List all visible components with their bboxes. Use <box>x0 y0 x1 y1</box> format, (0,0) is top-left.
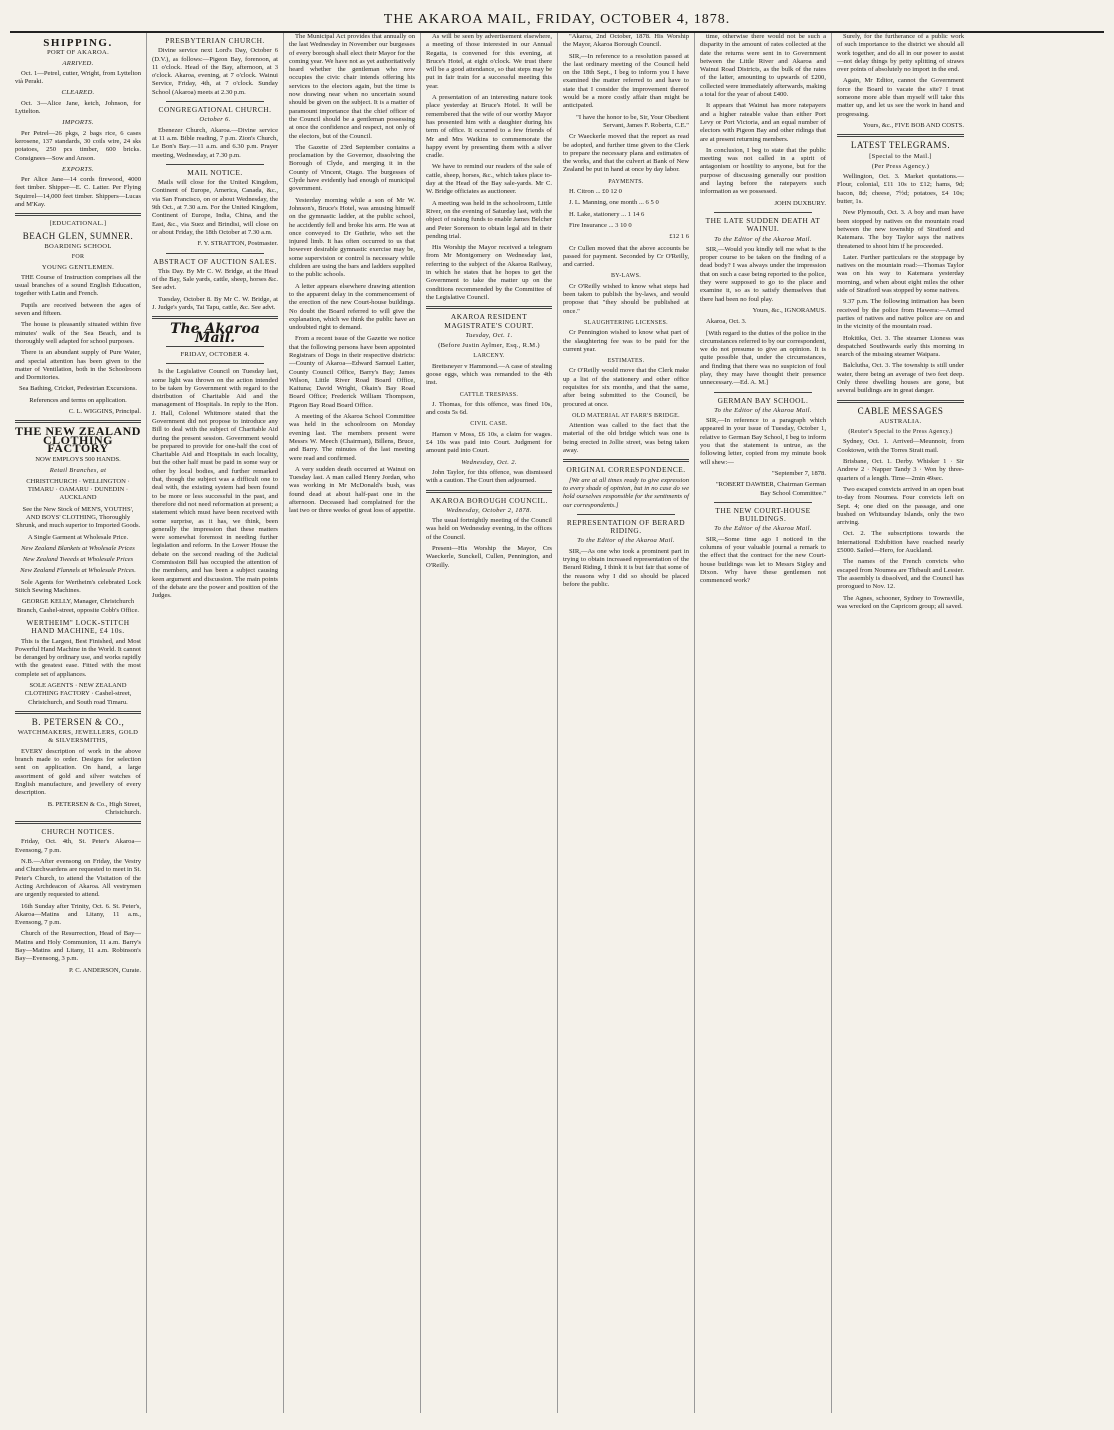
german-bay-signature: "ROBERT DAWBER, Chairman German Bay School Committee." <box>715 481 826 497</box>
court-para-4: John Taylor, for this offence, was dismissed with a caution. The Court then adjourned. <box>426 468 552 485</box>
divider <box>166 346 264 347</box>
payments-label: PAYMENTS. <box>608 178 644 185</box>
petersen-heading: B. PETERSEN & CO., <box>31 716 125 727</box>
exports-text: Per Alice Jane—14 cords firewood, 4000 feet timber. Shipper—E. C. Latter. Per Flying Squirrel—14,000 feet timber. Shippers—Lucas and M'Kay. <box>15 176 141 209</box>
letter-para-2: It appears that Wainui has more ratepayers and a higher rateable value than either Port Levy or Port Victoria, and an equal number of electors with Pigeon Bay and other ridings that are at present returning members. <box>700 102 826 143</box>
telegrams-heading: LATEST TELEGRAMS. <box>850 140 951 151</box>
educational-label: [EDUCATIONAL.] <box>49 220 107 228</box>
petersen-para: EVERY description of work in the above branch made to order. Designs for selection sent on application. On hand, a large assortment of gold and silver watches of English manufacture, and jewellery of every description. <box>15 747 141 797</box>
church-para-2: N.B.—After evensong on Friday, the Vestry and Churchwardens are requested to meet in St. Peter's Church, to attend the Visitation of the Acting Archdeacon of Akaroa. All vestrymen are urgently requested to attend. <box>15 858 141 899</box>
church-para-4: Church of the Resurrection, Head of Bay—Matins and Holy Communion, 11 a.m. Barry's Bay—Matins and Litany, 11 a.m. Robinson's Bay—Evensong, 3 p.m. <box>15 930 141 963</box>
death-heading: THE LATE SUDDEN DEATH AT WAINUI. <box>705 215 821 234</box>
divider <box>15 711 141 714</box>
news-para-4: A meeting was held in the schoolroom, Little River, on the evening of Saturday last, with the object of raising funds to enable James Belcher and Peter Sorenson to obtain legal aid in their pending trial. <box>426 199 552 240</box>
young-label: YOUNG GENTLEMEN. <box>41 263 115 271</box>
divider <box>563 459 689 462</box>
presbyterian-para: Divine service next Lord's Day, October 6 (D.V.), as follows:—Pigeon Bay, forenoon, at 11 o'clock. Head of the Bay, afternoon, at 3 o'clock. Akaroa, evening, at 7 o'clock. Wainui Service, Friday, 4th, at 7 o'clock. Sunday School (Akaroa) meets at 2.30 p.m. <box>152 47 278 96</box>
correspondence-note: [We are at all times ready to give expression to every shade of opinion, but in no case do we hold ourselves responsible for the sentiments of our correspondents.] <box>563 476 689 509</box>
payment-total: £12 1 6 <box>669 233 689 241</box>
court-civil-label: CIVIL CASE. <box>470 421 508 428</box>
cable-para-2: Brisbane, Oct. 1. Derby. Whisker 1 · Sir Andrew 2 · Napper Tandy 3 · Won by three-quarters of a length. Time—2min 49sec. <box>837 458 964 482</box>
slaughter-label: SLAUGHTERING LICENSES. <box>584 319 668 326</box>
telegram-para-5: Hokitika, Oct. 3. The steamer Lioness was despatched Southwards early this morning in search of the missing steamer Waipara. <box>837 334 964 359</box>
payments-motion: Cr Cullen moved that the above accounts be passed for payment. Seconded by Cr O'Reilly, and carried. <box>563 244 689 269</box>
clothing-para-6: New Zealand Flannels at Wholesale Prices. <box>20 567 136 575</box>
divider <box>15 420 141 423</box>
letter-para-1: time, otherwise there would not be such a disparity in the amount of rates collected at the date the returns were sent in to Government between the Little River and Akaroa and Wainui Road Districts, as the bulk of the rates of the latter, amounting to upwards of £200, collected were immediately afterwards, making a total for the year of about £400. <box>700 33 826 99</box>
school-para-1: THE Course of Instruction comprises all the usual branches of a sound English Education, together with Latin and French. <box>15 273 141 298</box>
bylaws-label: BY-LAWS. <box>610 273 642 280</box>
letter-para-1: Surely, for the furtherance of a public work of such importance to the district we should all work together, and do all in our power to assist—not delay things by petty splitting of straws over points of absolutely no import in the end. <box>837 33 964 74</box>
telegrams-special: [Special to the Mail.] <box>869 152 932 160</box>
divider <box>166 363 264 364</box>
paper-date: FRIDAY, OCTOBER 4. <box>180 350 250 358</box>
petersen-signature: B. PETERSEN & Co., High Street, Christchurch. <box>47 800 141 816</box>
court-house-to: To the Editor of the Akaroa Mail. <box>714 525 812 533</box>
sole-agents: SOLE AGENTS · NEW ZEALAND CLOTHING FACTORY · Cashel-street, Christchurch, and South road Timaru. <box>24 682 132 706</box>
petersen-subheading: WATCHMAKERS, JEWELLERS, GOLD & SILVERSMITHS, <box>17 729 139 745</box>
boarding-label: BOARDING SCHOOL <box>44 242 112 250</box>
letter-signature: JOHN DUXBURY. <box>774 199 826 207</box>
news-para-5: His Worship the Mayor received a telegram from Mr Montgomery on Wednesday last, referring to the subject of the Akaroa Railway, in which he states that he hopes to get the Government to take the matter up on the conditions recommended by the Committee of the Legislative Council. <box>426 244 552 301</box>
news-para-5: From a recent issue of the Gazette we notice that the following persons have been appointed Registrars of Dogs in their respective districts:—County of Akaroa—Edward Samuel Latter, County Council Office, Barry's Bay; James Wilson, Little River Road Board Office, Kaituna; David Wright, Okain's Bay Road Board Office; Frederick William Thompson, Pigeon Bay Road Board Office. <box>289 335 415 409</box>
court-before: (Before Justin Aylmer, Esq., R.M.) <box>438 342 540 350</box>
column-7 <box>832 33 969 1413</box>
school-para-2: Pupils are received between the ages of seven and fifteen. <box>15 301 141 318</box>
divider <box>426 306 552 309</box>
news-para-2: The Gazette of 23rd September contains a proclamation by the Governor, dissolving the Borough of Clyde, and merging it in the County of Vincent, Otago. The burgesses of Clyde have evidently had enough of municipal government. <box>289 143 415 193</box>
news-para-3: We have to remind our readers of the sale of cattle, sheep, horses, &c., which takes place to-day at the Head of the Bay sale-yards. Mr C. W. Bridge officiates as auctioneer. <box>426 163 552 196</box>
borough-heading: AKAROA BOROUGH COUNCIL. <box>430 495 548 505</box>
school-para-4: There is an abundant supply of Pure Water, and special attention has been given to the matter of Ventilation, both in the Schoolroom and Dormitories. <box>15 349 141 382</box>
paper-title: The Akaroa Mail. <box>170 321 260 346</box>
divider <box>166 164 264 165</box>
presbyterian-heading: PRESBYTERIAN CHURCH. <box>165 36 265 45</box>
congregational-heading: CONGREGATIONAL CHURCH. <box>158 105 272 115</box>
divider <box>714 212 812 213</box>
school-para-6: References and terms on application. <box>29 396 127 404</box>
shipping-heading: SHIPPING. <box>43 37 113 49</box>
court-house-heading: THE NEW COURT-HOUSE BUILDINGS. <box>715 505 811 524</box>
correspondence-heading: ORIGINAL CORRESPONDENCE. <box>566 465 686 475</box>
congregational-para: Ebenezer Church, Akaroa.—Divine service at 11 a.m. Bible reading, 7 p.m. Zion's Church, Le Bon's Bay.—11 a.m. and 6.30 p.m. Prayer meeting, Wednesday, at 7.30 p.m. <box>152 126 278 159</box>
motion-para: Cr Waeckerle moved that the report as read be adopted, and further time given to the Clerk to prepare the necessary plans and estimates of the works, and that the culvert at Bank of New Zealand be put in hand at once by day labor. <box>563 133 689 174</box>
court-para-2: J. Thomas, for this offence, was fined 10s, and costs 5s 6d. <box>426 400 552 417</box>
cleared-label: CLEARED. <box>61 89 95 97</box>
mail-notice-heading: MAIL NOTICE. <box>187 167 243 177</box>
divider <box>426 490 552 493</box>
divider <box>837 134 964 137</box>
death-para: SIR,—Would you kindly tell me what is the proper course to be taken on the finding of a dead body? I was always under the impression that on such a case being reported to the police, they were supposed to go to the place and examine it, so as to satisfy themselves that there had been no foul play. <box>700 245 826 303</box>
column-1 <box>10 33 147 1413</box>
cable-para-4: Oct. 2. The subscriptions towards the International Exhibition have reached nearly £5000. Sailed—Hero, for Auckland. <box>837 530 964 555</box>
mail-notice-signature: F. Y. STRATTON, Postmaster. <box>197 240 278 248</box>
cable-para-3: Two escaped convicts arrived in an open boat to-day from Noumea. Four convicts left on Sept. 4; one died on the passage, and one bushed on Whitsunday Islands, only the two arriving. <box>837 485 964 527</box>
school-para-3: The house is pleasantly situated within five minutes' walk of the Sea Beach, and is thoroughly well adapted for school purposes. <box>15 321 141 345</box>
for-label: FOR <box>71 254 85 261</box>
german-bay-to: To the Editor of the Akaroa Mail. <box>714 406 812 414</box>
clothing-heading: THE NEW ZEALAND CLOTHING FACTORY <box>15 424 141 455</box>
letter-para-3: In conclusion, I beg to state that the public meeting was not called in a spirit of antagonism or hostility to anyone, but for the purpose of discussing generally our position and laying before the ratepayers such information as we possessed. <box>700 146 826 196</box>
auction-para-1: This Day. By Mr C. W. Bridge, at the Head of the Bay, Sale yards, cattle, sheep, horses &c. See advt. <box>152 267 278 292</box>
old-material-para: Attention was called to the fact that the material of the old bridge which was one is being erected in Jollie street, was being taken away. <box>563 422 689 455</box>
berard-to: To the Editor of the Akaroa Mail. <box>577 537 675 545</box>
cable-subheading: AUSTRALIA. <box>879 417 922 425</box>
berard-heading: REPRESENTATION OF BERARD RIDING. <box>566 517 686 536</box>
cable-heading: CABLE MESSAGES <box>857 405 944 416</box>
cable-note: (Reuter's Special to the Press Agency.) <box>848 429 953 436</box>
telegrams-agency: (Per Press Agency.) <box>871 162 930 170</box>
branches-list: CHRISTCHURCH · WELLINGTON · TIMARU · OAMARU · DUNEDIN · AUCKLAND <box>26 477 130 502</box>
column-3 <box>284 33 421 1413</box>
congregational-date: October 6. <box>199 116 231 124</box>
news-para-4: A letter appears elsewhere drawing attention to the apparent delay in the commencement of the erection of the new Court-house buildings. No doubt the Board referred to will give the explanation, which we think the public have an undoubted right to demand. <box>289 282 415 332</box>
clothing-para-5: New Zealand Tweeds at Wholesale Prices <box>22 556 134 564</box>
imports-label: IMPORTS. <box>62 119 94 127</box>
cable-para-1: Sydney, Oct. 1. Arrived—Meunnoir, from Cooktown, with the Torres Strait mail. <box>837 438 964 454</box>
telegram-para-3: Later. Further particulars re the stoppage by natives on the mountain road:—Thomas Taylor was on his way to Katemara yesterday morning, and when about eight miles the other side of Stratford was stopped by some natives. <box>837 253 964 295</box>
slaughter-para: Cr Pennington wished to know what part of the slaughtering fee was to be paid for the current year. <box>563 329 689 353</box>
death-signature: Yours, &c., IGNORAMUS. <box>752 306 826 314</box>
port-label: PORT OF AKAROA. <box>46 49 110 57</box>
letter-para-1: "Akaroa, 2nd October, 1878. His Worship the Mayor, Akaroa Borough Council. <box>563 33 689 49</box>
telegram-para-2: New Plymouth, Oct. 3. A boy and man have been stopped by natives on the mountain road between the new township of Stratford and Katemara. The boy Taylor says the natives threatened to shoot him if he proceeded. <box>837 209 964 250</box>
news-para-3: Yesterday morning while a son of Mr W. Johnson's, Bruce's Hotel, was amusing himself on the gymnastic ladder, at the public school, he accidently fell and broke his arm. He was at once conveyed to Dr Guthrie, who set the injured limb. It has often occurred to us that however desirable gymnastic exercise may be, some supervision or control is necessary while children are using the bars and ladders supplied to the public schools. <box>289 196 415 279</box>
auction-para-2: Tuesday, October 8. By Mr C. W. Bridge, at J. Judge's yards, Tai Tapu, cattle, &c. See advt. <box>152 295 278 312</box>
court-house-para: SIR,—Some time ago I noticed in the columns of your valuable journal a remark to the effect that the contract for the new Court-house buildings was let to Messrs Sigley and Dixon. Why have these gentlemen not commenced work? <box>700 535 826 585</box>
payment-row: H. Citron ... £0 12 0 <box>569 188 622 196</box>
court-cattle-label: CATTLE TRESPASS. <box>459 391 519 398</box>
german-bay-date: "September 7, 1878. <box>772 469 826 477</box>
death-to: To the Editor of the Akaroa Mail. <box>714 235 812 243</box>
clothing-para-3: A Single Garment at Wholesale Price. <box>27 533 129 541</box>
cable-para-5: The names of the French convicts who escaped from Noumea are Thibault and Lessier. The assembly is dissolved, and the Council has prorogued to Nov. 12. <box>837 558 964 591</box>
telegram-para-4: 9.37 p.m. The following intimation has been received by the police from Hawera:—Armed parties of natives and native police are on and in the vicinity of the mountain road. <box>837 298 964 331</box>
church-para-3: 16th Sunday after Trinity, Oct. 6. St. Peter's, Akaroa—Matins and Litany, 11 a.m., Evensong, 7 p.m. <box>15 902 141 927</box>
news-para-1: As will be seen by advertisement elsewhere, a meeting of those interested in our Annual Regatta, is convened for this evening, at Bruce's Hotel, at eight o'clock. We trust there will be a good attendance, so that steps may be put in fair train for a successful meeting this year. <box>426 33 552 90</box>
court-heading: AKAROA RESIDENT MAGISTRATE'S COURT. <box>444 312 534 330</box>
estimates-para: Cr O'Reilly would move that the Clerk make up a list of the stationery and other office requisites for six months, and that the same, after being submitted to the Council, be procured at once. <box>563 367 689 408</box>
estimates-label: ESTIMATES. <box>607 358 645 365</box>
column-4 <box>421 33 558 1413</box>
letter-para-2: Again, Mr Editor, cannot the Government force the Board to vacate the site? I trust someone more able than myself will take this matter up, and let us see the work in hand and progressing. <box>837 77 964 118</box>
divider <box>577 514 675 515</box>
court-date-2: Wednesday, Oct. 2. <box>461 458 517 466</box>
divider <box>15 213 141 216</box>
column-2 <box>147 33 284 1413</box>
court-para-1: Brettsneyer v Hammond.—A case of stealing goose eggs, which was remanded to the 4th inst. <box>426 362 552 387</box>
divider <box>166 101 264 102</box>
letter-signature: Yours, &c., FIVE BOB AND COSTS. <box>862 121 964 129</box>
bylaws-para: Cr O'Reilly wished to know what steps had been taken to publish the by-laws, and would propose that "they should be published at once." <box>563 282 689 315</box>
school-para-5: Sea Bathing, Cricket, Pedestrian Excursions. <box>18 385 138 393</box>
letter-para-2: SIR,—In reference to a resolution passed at the last ordinary meeting of the Council held on the 18th Sept., I beg to inform you I have examined the matter referred to and have to state that I consider the improvement thereof would be a more costly affair than might be anticipated. <box>563 52 689 110</box>
auction-heading: ABSTRACT OF AUCTION SALES. <box>153 256 277 266</box>
mail-notice-para: Mails will close for the United Kingdom, Continent of Europe, America, Canada, &c., via San Francisco, on or about Wednesday, the 9th Oct., at 7.30 a.m. For the United Kingdom, Continent of Europe, India, China, and the East, &c., via Suez and Brindisi, will close on or about Friday, the 18th October at 7.30 a.m. <box>152 179 278 236</box>
news-para-1: The Municipal Act provides that annually on the last Wednesday in November our burgesses of every borough shall elect their Mayor for the coming year. We have not as yet authoritatively heard whether the gentleman who now occupies the civic chair intends offering his services to the electors again, but the time is now drawing near when no uncertain sound should be given on the subject. It is a matter of paramount importance that the chief officer of the Council should be a gentleman possessing at once the confidence and respect, not only of the electors, but of the Council. <box>289 33 415 140</box>
church-para-1: Friday, Oct. 4th, St. Peter's Akaroa—Evensong, 7 p.m. <box>15 838 141 854</box>
old-material-label: OLD MATERIAL AT FARR'S BRIDGE. <box>572 412 680 419</box>
branches-label: Retail Branches, at <box>49 467 107 475</box>
editorial-text: Is the Legislative Council on Tuesday last, some light was thrown on the action intended to be taken by Government with regard to the distribution of Charitable Aid and the management of Hospitals. In reply to the Hon. J. Hall, Colonel Whitmore stated that the Government did not propose to introduce any Bill to deal with the subject of Charitable Aid during the present session. Government would be prepared to provide for one-half the cost of Charitable Aid and Hospitals in each locality, but the other half must be paid in some way or other by local bodies, and further remarked that, though the subject was a difficult one to deal with, the existing system had been found to be more or less successful in the past, and therefore did not need reformation at present; a statement which must have been received with some surprise, as it has, we think, been generally the impression that these matters were somewhat foremost in needing further legislation and reform. In the Lower House the debate on the second reading of the Judicial Commission Bill has occupied the attention of the members, and has been a subject causing keen argument and discussion. The main points of the debate are the power and position of the Judges. <box>152 368 278 600</box>
telegram-para-1: Wellington, Oct. 3. Market quotations.—Flour, colonial, £11 10s to £12; hams, 9d; bacon, 8d; cheese, 7½d; potatoes, £4 10s; butter, 1s. <box>837 173 964 206</box>
imports-text: Per Petrel—26 pkgs, 2 bags rice, 6 cases kerosene, 137 standards, 30 coils wire, 24 sks potatoes, 250 pcs timber, 600 bricks. Consignees—Sow and Anson. <box>15 129 141 162</box>
court-para-3: Hamon v Moss, £6 10s, a claim for wages. £4 10s was paid into Court. Judgment for amount paid into Court. <box>426 430 552 455</box>
clothing-signature: GEORGE KELLY, Manager, Christchurch Branch, Cashel-street, opposite Cobb's Office. <box>16 598 140 614</box>
masthead <box>10 6 1104 33</box>
borough-para-2: Present—His Worship the Mayor, Crs Waeckerle, Sunckell, Cullen, Pennington, and O'Reilly. <box>426 545 552 569</box>
payment-row: H. Lake, stationery ... 1 14 6 <box>569 210 645 218</box>
cleared-text: Oct. 3—Alice Jane, ketch, Johnson, for Lyttelton. <box>15 99 141 116</box>
cable-para-6: The Agnes, schooner, Sydney to Townsville, was wrecked on the Capricorn group; all saved. <box>837 594 964 610</box>
columns <box>10 33 1104 1413</box>
german-bay-para: SIR,—In reference to a paragraph which appeared in your issue of Tuesday, October 1, relative to German Bay School, I beg to inform you that the statement is untrue, as the following letter, copied from my minute book will shew:— <box>700 417 826 466</box>
arrived-label: ARRIVED. <box>62 59 94 67</box>
borough-date: Wednesday, October 2, 1878. <box>446 506 532 514</box>
school-name: BEACH GLEN, SUMNER. <box>22 230 134 241</box>
telegram-para-6: Balclutha, Oct. 3. The township is still under water, there being an average of two feet deep. Only three dwelling houses are gone, but several buildings are in great danger. <box>837 362 964 395</box>
payment-row: Fire Insurance ... 3 10 0 <box>569 221 632 229</box>
clothing-para-7: Sole Agents for Wertheim's celebrated Lock Stitch Sewing Machines. <box>15 578 141 595</box>
masthead-title: THE AKAROA MAIL, FRIDAY, OCTOBER 4, 1878. <box>383 12 731 27</box>
wertheim-para: This is the Largest, Best Finished, and Most Powerful Hand Machine in the World. It cannot be deranged by ordinary use, and works rapidly with the greatest ease. Fitted with the most complete set of appliances. <box>15 637 141 678</box>
berard-para: SIR,—As one who took a prominent part in trying to obtain increased representation of the Berard Riding, I think it is but fair that some of the reasons why I did so should be placed before the public. <box>563 547 689 588</box>
borough-para-1: The usual fortnightly meeting of the Council was held on Wednesday evening, in the offices of the Council. <box>426 517 552 541</box>
divider <box>15 821 141 824</box>
divider <box>714 502 812 503</box>
exports-label: EXPORTS. <box>62 165 94 173</box>
clothing-para-4: New Zealand Blankets at Wholesale Prices <box>21 544 135 552</box>
court-larceny-label: LARCENY. <box>473 353 505 360</box>
news-para-6: A meeting of the Akaroa School Committee was held in the schoolroom on Monday evening last. The members present were Messrs W. Meech (Chairman), Billens, Bruce, and Barry. The minutes of the last meeting were read and confirmed. <box>289 413 415 462</box>
court-date-1: Tuesday, Oct. 1. <box>465 331 513 339</box>
arrived-text: Oct. 1—Petrel, cutter, Wright, from Lyttelton vià Peraki. <box>15 69 141 86</box>
divider <box>152 316 278 319</box>
news-para-2: A presentation of an interesting nature took place yesterday at Bruce's Hotel. It will be remembered that the wife of our worthy Mayor has presented him with a daughter during his term of office. It occurred to a few friends of Mr and Mrs Watkins to commemorate the happy event by presenting them with a silver cradle. <box>426 94 552 160</box>
death-note: [With regard to the duties of the police in the circumstances referred to by our correspondent, we do not presume to give an opinion. It is quite possible that, under the circumstances, and finding that there was no suspicion of foul play, they may have thought their presence unnecessary.—Ed. A. M.] <box>700 329 826 387</box>
divider <box>837 400 964 403</box>
church-heading: CHURCH NOTICES. <box>41 827 115 837</box>
church-signature: P. C. ANDERSON, Curate. <box>69 966 141 974</box>
school-signature: C. L. WIGGINS, Principal. <box>68 407 141 415</box>
german-bay-heading: GERMAN BAY SCHOOL. <box>717 395 809 405</box>
letter-signature: "I have the honor to be, Sir, Your Obedient Servant, James F. Roberts, C.E." <box>576 113 689 129</box>
payment-row: J. L. Manning, one month ... 6 5 0 <box>569 199 659 207</box>
death-place: Akaroa, Oct. 3. <box>706 318 747 326</box>
column-5 <box>558 33 695 1413</box>
wertheim-heading: WERTHEIM" LOCK-STITCH HAND MACHINE, £4 10s. <box>26 617 130 636</box>
divider <box>714 392 812 393</box>
column-6 <box>695 33 832 1413</box>
clothing-para-1: NOW EMPLOYS 500 HANDS. <box>35 456 121 464</box>
divider <box>166 253 264 254</box>
news-para-7: A very sudden death occurred at Wainui on Tuesday last. A man called Henry Jordan, who was working in Mr McDonald's bush, was found dead at about half-past one in the afternoon. Deceased had complained for the last two or three weeks of great loss of appetite. <box>289 465 415 515</box>
clothing-para-2: See the New Stock of MEN'S, YOUTHS', AND BOYS' CLOTHING, Thoroughly Shrunk, and much superior to Imported Goods. <box>15 505 141 530</box>
